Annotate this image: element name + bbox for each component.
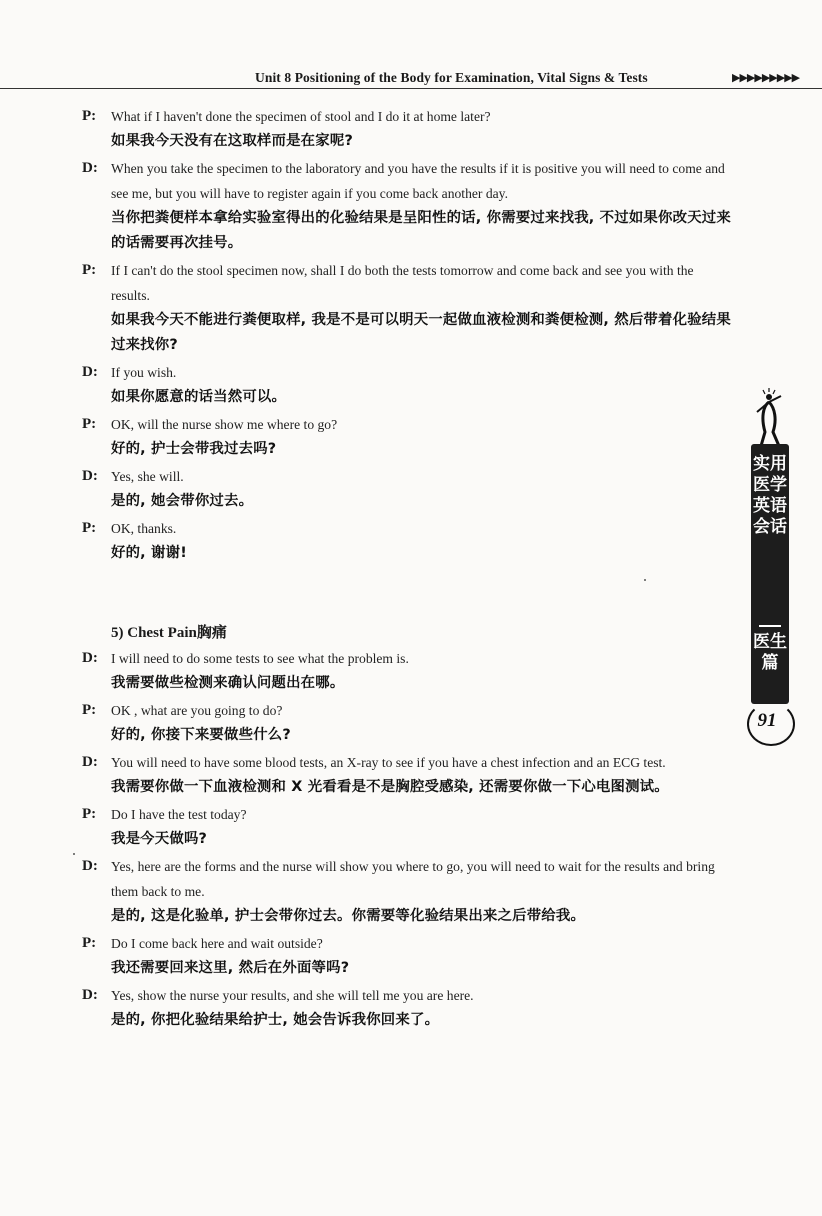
dialogue-line [82,156,732,258]
dialogue-line [82,464,732,516]
dialogue-text [111,854,732,931]
dialogue-line [82,854,732,931]
dialogue-text [111,412,732,464]
speaker-label: D: [82,468,98,484]
dialogue-text [111,750,732,802]
dialogue-text [111,516,732,568]
side-tab-divider [759,625,781,627]
speaker-label: P: [82,806,97,822]
english-line: Yes, she will. [111,469,184,484]
speaker-label: P: [82,935,97,951]
section-title-en: Chest Pain [127,625,197,641]
chinese-translation: 好的, 你接下来要做些什么? [111,727,291,743]
dialogue-line [82,104,732,156]
english-line: Do I come back here and wait outside? [111,936,323,951]
dialogue-text [111,258,732,360]
dialogue-text [111,104,732,156]
english-line: Yes, here are the forms and the nurse will show you where to go, you will need to wait for the results and bring them back to me. [111,859,715,899]
dialogue-line [82,516,732,568]
dialogue-text [111,983,732,1035]
chinese-translation: 我是今天做吗? [111,831,208,847]
speaker-label: D: [82,160,98,176]
english-line: OK, thanks. [111,521,177,536]
english-line: If I can't do the stool specimen now, shall I do both the tests tomorrow and come back and see you with the results. [111,263,694,303]
side-tab [741,388,791,748]
running-header [0,0,822,90]
side-tab-band [751,444,789,704]
section-title-zh: 胸痛 [196,623,227,641]
dialogue-text [111,646,732,698]
speaker-label: D: [82,754,98,770]
english-line: What if I haven't done the specimen of stool and I do it at home later? [111,109,491,124]
dialogue-line [82,646,732,698]
side-tab-title: 实用医学英语会话 [753,454,787,537]
header-arrow-ornament: ▶▶▶▶▶▶▶▶▶ [732,71,800,84]
dialogue-text [111,698,732,750]
english-line: Do I have the test today? [111,807,247,822]
chinese-translation: 当你把粪便样本拿给实验室得出的化验结果是呈阳性的话, 你需要过来找我, 不过如果你改天过来的话需要再次挂号。 [111,210,731,251]
speaker-label: D: [82,364,98,380]
dialogue-part-2 [82,646,732,1035]
speaker-label: P: [82,416,97,432]
chinese-translation: 如果你愿意的话当然可以。 [111,389,287,405]
english-line: I will need to do some tests to see what the problem is. [111,651,409,666]
english-line: OK, will the nurse show me where to go? [111,417,338,432]
chinese-translation: 好的, 护士会带我过去吗? [111,441,277,457]
dialogue-part-1 [82,104,732,568]
person-figure-icon [749,388,791,448]
scan-speck [73,853,75,855]
running-header-title: Unit 8 Positioning of the Body for Examination, Vital Signs & Tests [255,70,648,85]
chinese-translation: 是的, 她会带你过去。 [111,493,254,509]
section-gap [82,568,732,620]
english-line: Yes, show the nurse your results, and she will tell me you are here. [111,988,474,1003]
dialogue-line [82,412,732,464]
dialogue-text [111,360,732,412]
section-heading [111,620,732,646]
dialogue-text [111,802,732,854]
english-line: When you take the specimen to the laboratory and you have the results if it is positive you will need to come and see me, but you will have to register again if you come back another day. [111,161,725,201]
english-line: If you wish. [111,365,177,380]
dialogue-line [82,360,732,412]
chinese-translation: 好的, 谢谢! [111,545,188,561]
page-number: 91 [757,710,777,731]
chinese-translation: 是的, 这是化验单, 护士会带你过去。你需要等化验结果出来之后带给我。 [111,908,586,924]
header-rule [0,88,822,89]
speaker-label: D: [82,987,98,1003]
chinese-translation: 我需要你做一下血液检测和 X 光看看是不是胸腔受感染, 还需要你做一下心电图测试。 [111,779,669,795]
dialogue-line [82,258,732,360]
dialogue-line [82,983,732,1035]
dialogue-text [111,464,732,516]
chinese-translation: 我需要做些检测来确认问题出在哪。 [111,675,345,691]
speaker-label: D: [82,650,98,666]
dialogue-line [82,750,732,802]
section-number: 5) [111,625,124,641]
dialogue-text [111,931,732,983]
chinese-translation: 我还需要回来这里, 然后在外面等吗? [111,960,350,976]
english-line: OK , what are you going to do? [111,703,283,718]
chinese-translation: 如果我今天没有在这取样而是在家呢? [111,133,353,149]
speaker-label: D: [82,858,98,874]
dialogue-line [82,931,732,983]
dialogue-line [82,802,732,854]
dialogue-line [82,698,732,750]
speaker-label: P: [82,262,97,278]
chinese-translation: 是的, 你把化验结果给护士, 她会告诉我你回来了。 [111,1012,440,1028]
speaker-label: P: [82,520,97,536]
dialogue-content [82,104,732,1035]
speaker-label: P: [82,108,97,124]
english-line: You will need to have some blood tests, an X-ray to see if you have a chest infection and an ECG test. [111,755,666,770]
chinese-translation: 如果我今天不能进行粪便取样, 我是不是可以明天一起做血液检测和粪便检测, 然后带着化验结果过来找你? [111,312,731,353]
side-tab-subtitle: 医生篇 [753,632,787,673]
dialogue-text [111,156,732,258]
scan-speck [644,579,646,581]
speaker-label: P: [82,702,97,718]
